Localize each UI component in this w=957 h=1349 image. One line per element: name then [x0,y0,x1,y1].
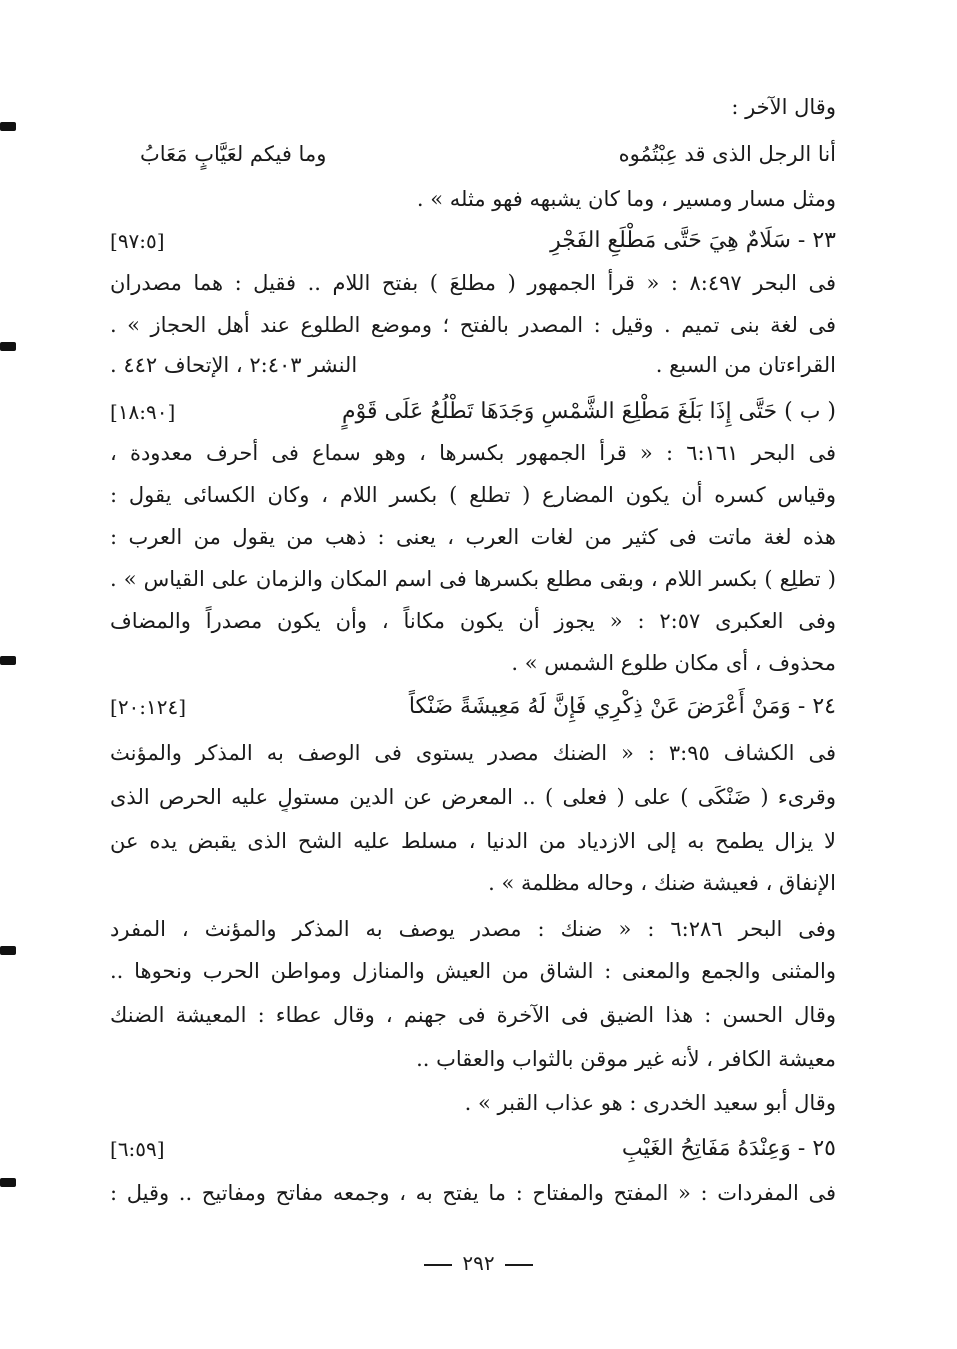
text-line: فى البحر ٦:١٦١ : « قرأ الجمهور بكسرها ، وهو سماع فى أحرف معدودة ، [110,441,836,465]
page-footer [0,1248,957,1278]
text-line: لا يزال يطمح به إلى الازدياد من الدنيا ، مسلط عليه الشح الذى يقبض يده عن [110,829,836,853]
text-line: محذوف ، أى مكان طلوع الشمس » . [511,651,836,675]
verse-heading-25 [110,1132,836,1166]
verse-text: ٢٣ - سَلَامٌ هِيَ حَتَّى مَطْلَعِ الفَجْرِ [550,228,836,253]
text-line: ومثل مسار ومسير ، وما كان يشبهه فهو مثله » . [416,187,836,211]
verse-reference: [١٨:٩٠] [110,400,176,424]
scan-edge-mark [0,656,16,665]
text-line: هذه لغة ماتت فى كثير من لغات العرب ، يعنى : ذهب من يقول من العرب : [110,525,836,549]
verse-heading-24 [110,690,836,724]
text-line: فى المفردات : « المفتح والمفتاح : ما يفتح به ، وجمعه مفاتح ومفاتيح .. وقيل : [110,1181,836,1205]
source-line [110,350,836,380]
text-line: وفى العكبرى ٢:٥٧ : « يجوز أن يكون مكاناً ، وأن يكون مصدراً والمضاف [110,609,836,633]
text-line: فى الكشاف ٣:٩٥ : « الضنك مصدر يستوى فى الوصف به المذكر والمؤنث [110,741,836,765]
scan-edge-mark [0,1178,16,1187]
verse-reference: [٩٧:٥] [110,229,165,253]
page-number: ٢٩٢ [462,1251,495,1275]
text-line: وقرىء ( ضَنْكَى ) على ( فعلى ) .. المعرض عن الدين مستولٍ عليه الحرص الذى [110,785,836,809]
verse-heading-23 [110,224,836,258]
scan-edge-mark [0,946,16,955]
scan-edge-mark [0,122,16,131]
poem-first-hemistich: أنا الرجل الذى قد عِبْتُمُوه [618,142,836,166]
scan-edge-mark [0,342,16,351]
intro-line: وقال الآخر : [731,95,836,119]
text-line: وقال أبو سعيد الخدرى : هو عذاب القبر » . [464,1091,836,1115]
text-line: وقال الحسن : هذا الضيق فى الآخرة فى جهنم ، وقال عطاء : المعيشة الضنك [110,1003,836,1027]
verse-reference: [٦:٥٩] [110,1137,165,1161]
verse-text: ( ب ) حَتَّى إِذَا بَلَغَ مَطْلِعَ الشَّمْسِ وَجَدَهَا تَطْلُعُ عَلَى قَوْمٍ [341,399,836,424]
text-line: ( تطلِع ) بكسر اللام ، وبقى مطلع بكسرها فى اسم المكان والزمان على القياس » . [110,567,836,591]
footer-dash [505,1264,533,1266]
poem-verse [110,138,836,170]
readings-note: القراءتان من السبع . [655,353,836,377]
verse-heading-b [110,395,836,429]
text-line: معيشة الكافر ، لأنه غير موقن بالثواب والعقاب .. [416,1047,836,1071]
text-line: والمثنى والجمع والمعنى : الشاق من العيش والمنازل ومواطن الحرب ونحوها .. [110,959,836,983]
verse-reference: [٢٠:١٢٤] [110,695,187,719]
verse-text: ٢٤ - وَمَنْ أَعْرَضَ عَنْ ذِكْرِي فَإِنَّ لَهُ مَعِيشَةً ضَنْكاً [408,694,836,719]
footer-dash [424,1264,452,1266]
text-line: وقياس كسره أن يكون المضارع ( تطلع ) بكسر اللام ، وكان الكسائى يقول : [110,483,836,507]
verse-text: ٢٥ - وَعِنْدَهُ مَفَاتِحُ الغَيْبِ [621,1136,836,1161]
source-citation: النشر ٢:٤٠٣ ، الإتحاف ٤٤٢ . [110,353,358,377]
poem-second-hemistich: وما فيكم لعَيَّابٍ مَعَابُ [140,142,327,166]
text-line: الإنفاق ، فعيشة ضنك ، وحاله مظلمة » . [488,871,836,895]
text-line: وفى البحر ٦:٢٨٦ : « ضنك : مصدر يوصف به المذكر والمؤنث ، المفرد [110,917,836,941]
text-line: فى لغة بنى تميم . وقيل : المصدر بالفتح ؛ وموضع الطلوع عند أهل الحجاز » . [110,313,836,337]
text-line: فى البحر ٨:٤٩٧ : « قرأ الجمهور ( مطلعَ ) بفتح اللام .. فقيل : هما مصدران [110,271,836,295]
